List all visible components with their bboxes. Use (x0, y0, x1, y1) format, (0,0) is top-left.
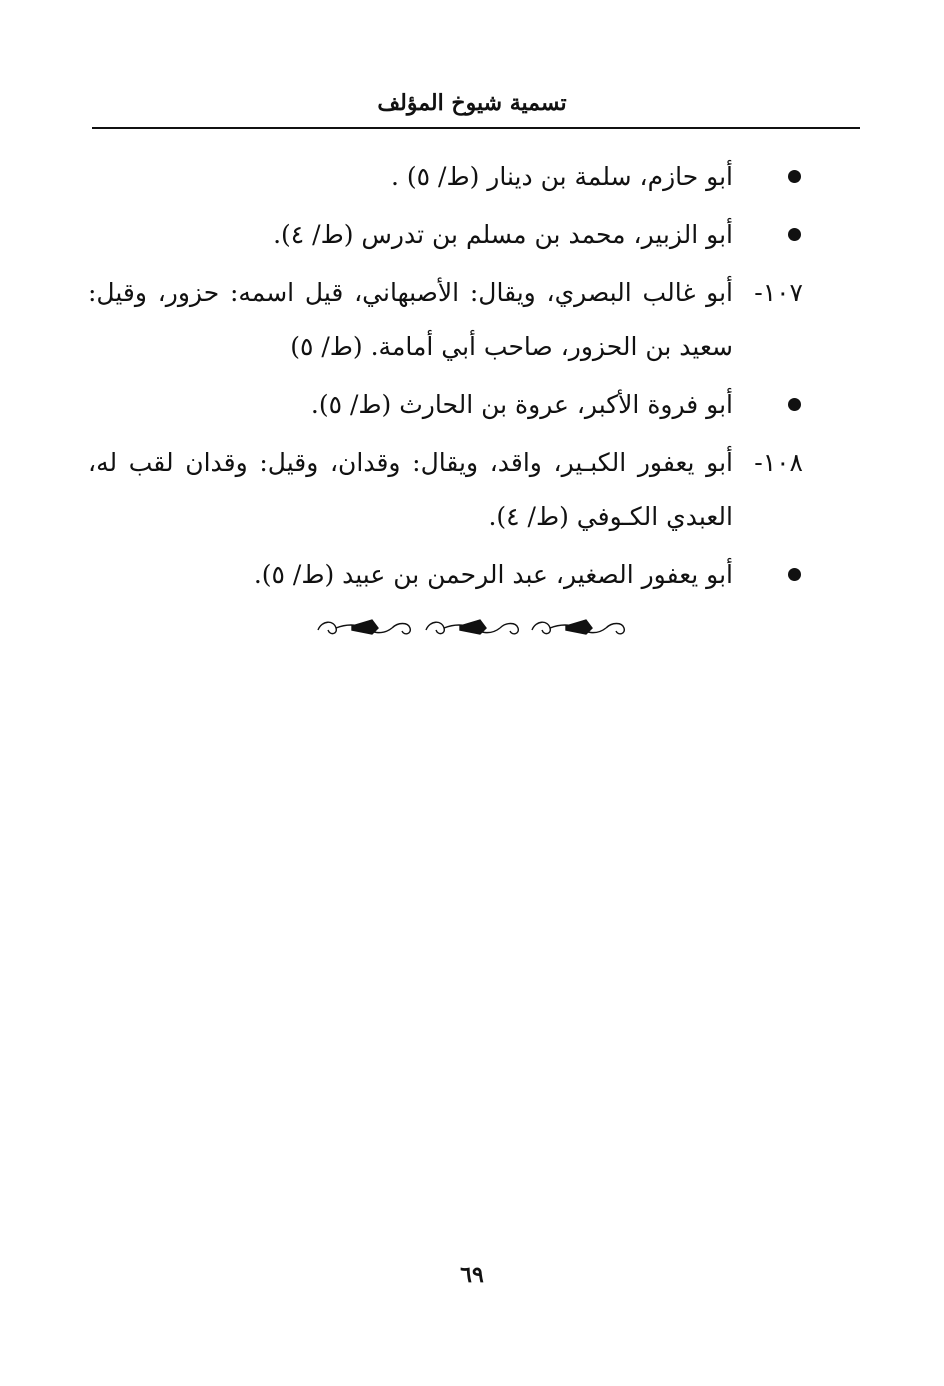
page-header-title: تسمية شيوخ المؤلف (377, 90, 567, 116)
entry-text: أبو فروة الأكبر، عروة بن الحارث (ط/ ٥). (310, 390, 733, 419)
list-item (88, 378, 803, 432)
entry-text: أبو غالب البصري، ويقال: الأصبهاني، قيل اسمه: حزور، وقيل: سعيد بن الحزور، صاحب أبي أمامة. (ط/ ٥) (88, 278, 733, 361)
bullet-icon (733, 378, 803, 432)
entry-text: أبو يعفور الصغير، عبد الرحمن بن عبيد (ط/ ٥). (253, 560, 733, 589)
entry-number: ١٠٧- (754, 278, 803, 307)
entry-number: ١٠٨- (754, 448, 803, 477)
header-divider (92, 127, 860, 129)
entry-text: أبو الزبير، محمد بن مسلم بن تدرس (ط/ ٤). (273, 220, 733, 249)
bullet-icon (733, 548, 803, 602)
list-item (88, 266, 803, 374)
list-item (88, 150, 803, 204)
list-item (88, 548, 803, 602)
page-number: ٦٩ (460, 1262, 484, 1288)
entries-list (88, 150, 803, 606)
bullet-icon (733, 208, 803, 262)
entry-text: أبو حازم، سلمة بن دينار (ط/ ٥) . (391, 162, 733, 191)
list-item (88, 208, 803, 262)
list-item (88, 436, 803, 544)
ornament-divider-icon (312, 612, 632, 642)
bullet-icon (733, 150, 803, 204)
entry-text: أبو يعفور الكبـير، واقد، ويقال: وقدان، وقيل: وقدان لقب له، العبدي الكـوفي (ط/ ٤). (88, 448, 733, 531)
